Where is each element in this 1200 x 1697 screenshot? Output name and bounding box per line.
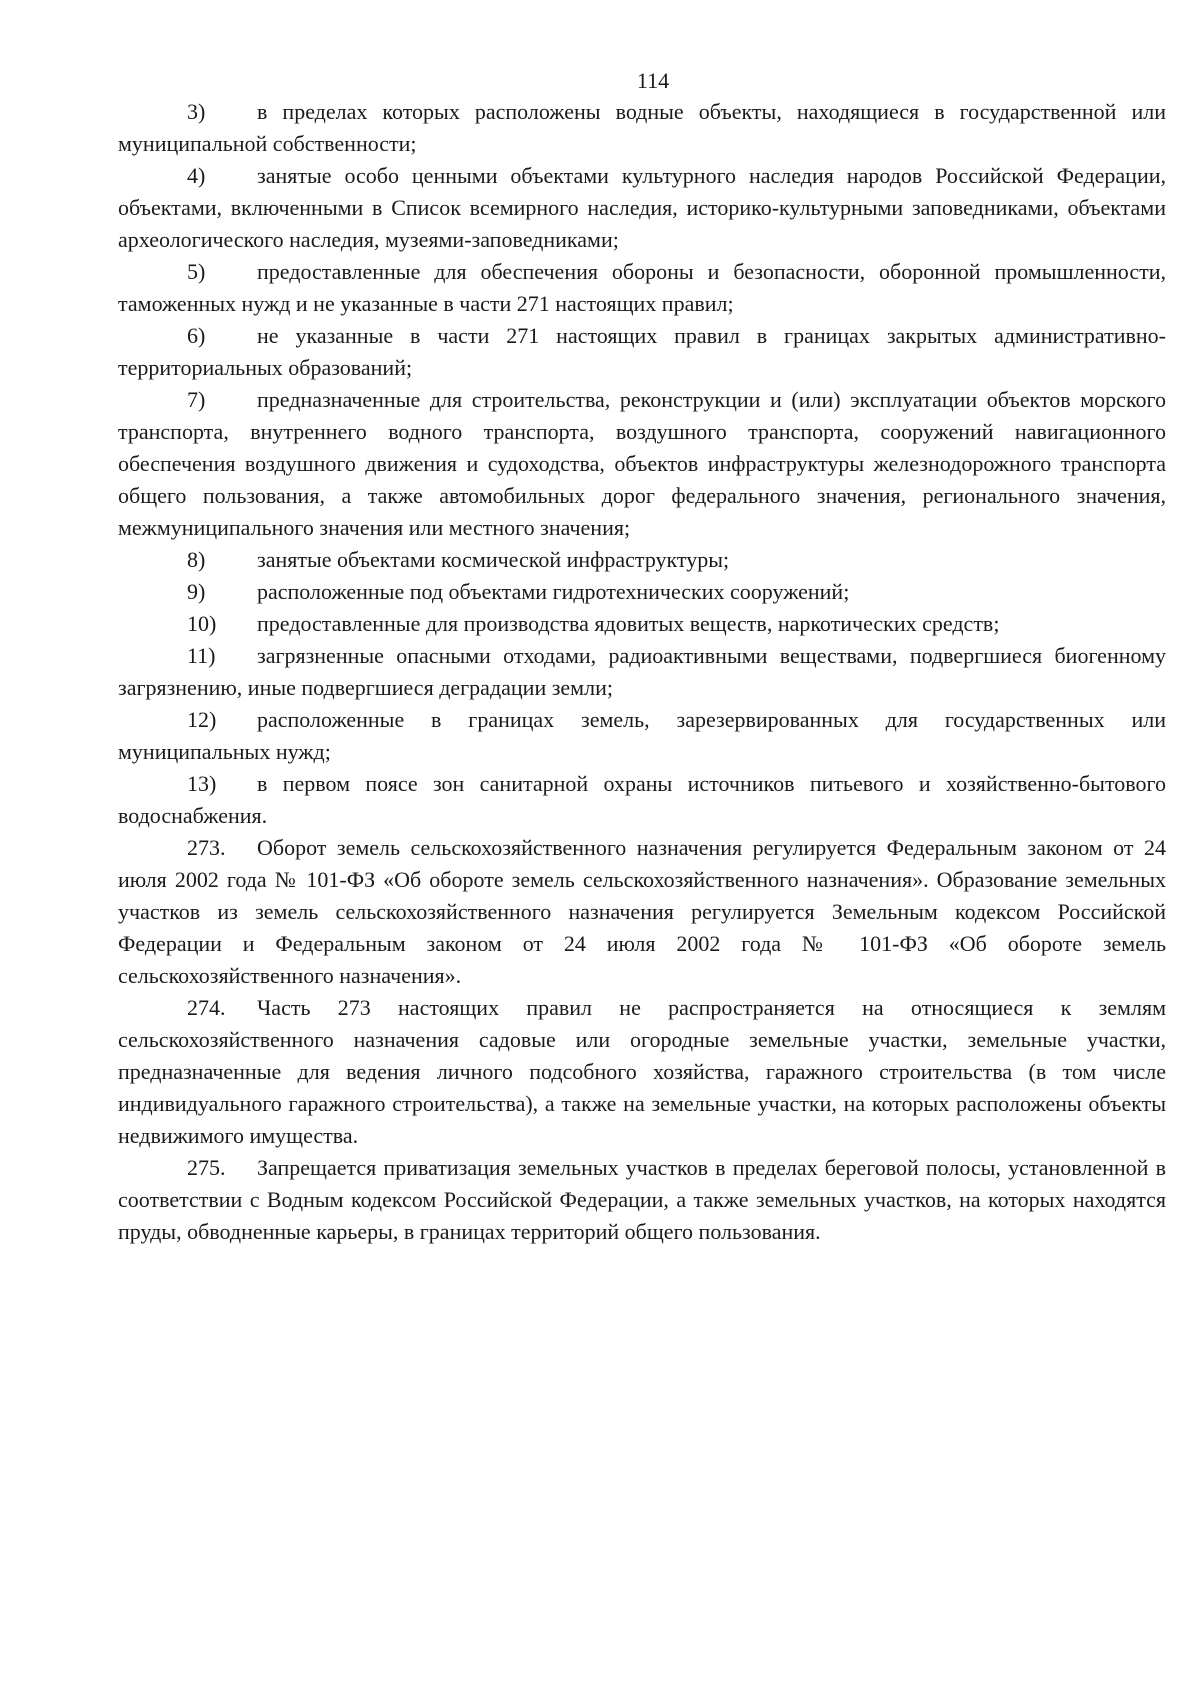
paragraph-text: в пределах которых расположены водные объекты, находящиеся в государственной или муниципальной собственности; (118, 99, 1166, 156)
paragraph-text: не указанные в части 271 настоящих правил в границах закрытых административно-территориальных образований; (118, 323, 1166, 380)
paragraph-list (118, 96, 1166, 1248)
paragraph-number: 8) (187, 547, 206, 572)
paragraph (118, 768, 1166, 832)
paragraph-number: 10) (187, 611, 217, 636)
paragraph-text: Часть 273 настоящих правил не распространяется на относящиеся к землям сельскохозяйственного назначения садовые или огородные земельные участки, земельные участки, предназначенные для ведения личного подсобного хозяйства, гаражного строительства (в том числе индивидуального гаражного строительства), а также на земельные участки, на которых расположены объекты недвижимого имущества. (118, 995, 1166, 1148)
paragraph-text: занятые особо ценными объектами культурного наследия народов Российской Федерации, объектами, включенными в Список всемирного наследия, историко-культурными заповедниками, объектами археологического наследия, музеями-заповедниками; (118, 163, 1166, 252)
paragraph (118, 576, 1166, 608)
paragraph-number: 6) (187, 323, 206, 348)
paragraph-number: 12) (187, 707, 217, 732)
paragraph (118, 160, 1166, 256)
paragraph (118, 640, 1166, 704)
paragraph-number: 13) (187, 771, 217, 796)
paragraph-text: расположенные в границах земель, зарезервированных для государственных или муниципальных нужд; (118, 707, 1166, 764)
document-page (118, 66, 1166, 1248)
paragraph-text: предоставленные для обеспечения обороны и безопасности, оборонной промышленности, таможенных нужд и не указанные в части 271 настоящих правил; (118, 259, 1166, 316)
paragraph-number: 274. (187, 995, 226, 1020)
paragraph-number: 7) (187, 387, 206, 412)
paragraph-text: предоставленные для производства ядовитых веществ, наркотических средств; (257, 611, 1000, 636)
paragraph-text: расположенные под объектами гидротехнических сооружений; (257, 579, 850, 604)
paragraph-number: 11) (187, 643, 216, 668)
paragraph (118, 96, 1166, 160)
paragraph-number: 4) (187, 163, 206, 188)
paragraph (118, 256, 1166, 320)
paragraph (118, 384, 1166, 544)
paragraph-text: Оборот земель сельскохозяйственного назначения регулируется Федеральным законом от 24 июля 2002 года № 101-ФЗ «Об обороте земель сельскохозяйственного назначения». Образование земельных участков из земель сельскохозяйственного назначения регулируется Земельным кодексом Российской Федерации и Федеральным законом от 24 июля 2002 года № 101-ФЗ «Об обороте земель сельскохозяйственного назначения». (118, 835, 1166, 988)
paragraph-number: 275. (187, 1155, 226, 1180)
paragraph-text: предназначенные для строительства, реконструкции и (или) эксплуатации объектов морского транспорта, внутреннего водного транспорта, воздушного транспорта, сооружений навигационного обеспечения воздушного движения и судоходства, объектов инфраструктуры железнодорожного транспорта общего пользования, а также автомобильных дорог федерального значения, регионального значения, межмуниципального значения или местного значения; (118, 387, 1166, 540)
page-number: 114 (636, 68, 670, 93)
paragraph-number: 273. (187, 835, 226, 860)
paragraph (118, 832, 1166, 992)
paragraph-number: 5) (187, 259, 206, 284)
paragraph-text: в первом поясе зон санитарной охраны источников питьевого и хозяйственно-бытового водоснабжения. (118, 771, 1166, 828)
paragraph-text: занятые объектами космической инфраструктуры; (257, 547, 730, 572)
paragraph (118, 544, 1166, 576)
paragraph (118, 320, 1166, 384)
paragraph-text: Запрещается приватизация земельных участков в пределах береговой полосы, установленной в соответствии с Водным кодексом Российской Федерации, а также земельных участков, на которых находятся пруды, обводненные карьеры, в границах территорий общего пользования. (118, 1155, 1166, 1244)
paragraph (118, 608, 1166, 640)
paragraph (118, 1152, 1166, 1248)
paragraph (118, 992, 1166, 1152)
paragraph-number: 9) (187, 579, 206, 604)
paragraph (118, 704, 1166, 768)
paragraph-number: 3) (187, 99, 206, 124)
paragraph-text: загрязненные опасными отходами, радиоактивными веществами, подвергшиеся биогенному загрязнению, иные подвергшиеся деградации земли; (118, 643, 1166, 700)
